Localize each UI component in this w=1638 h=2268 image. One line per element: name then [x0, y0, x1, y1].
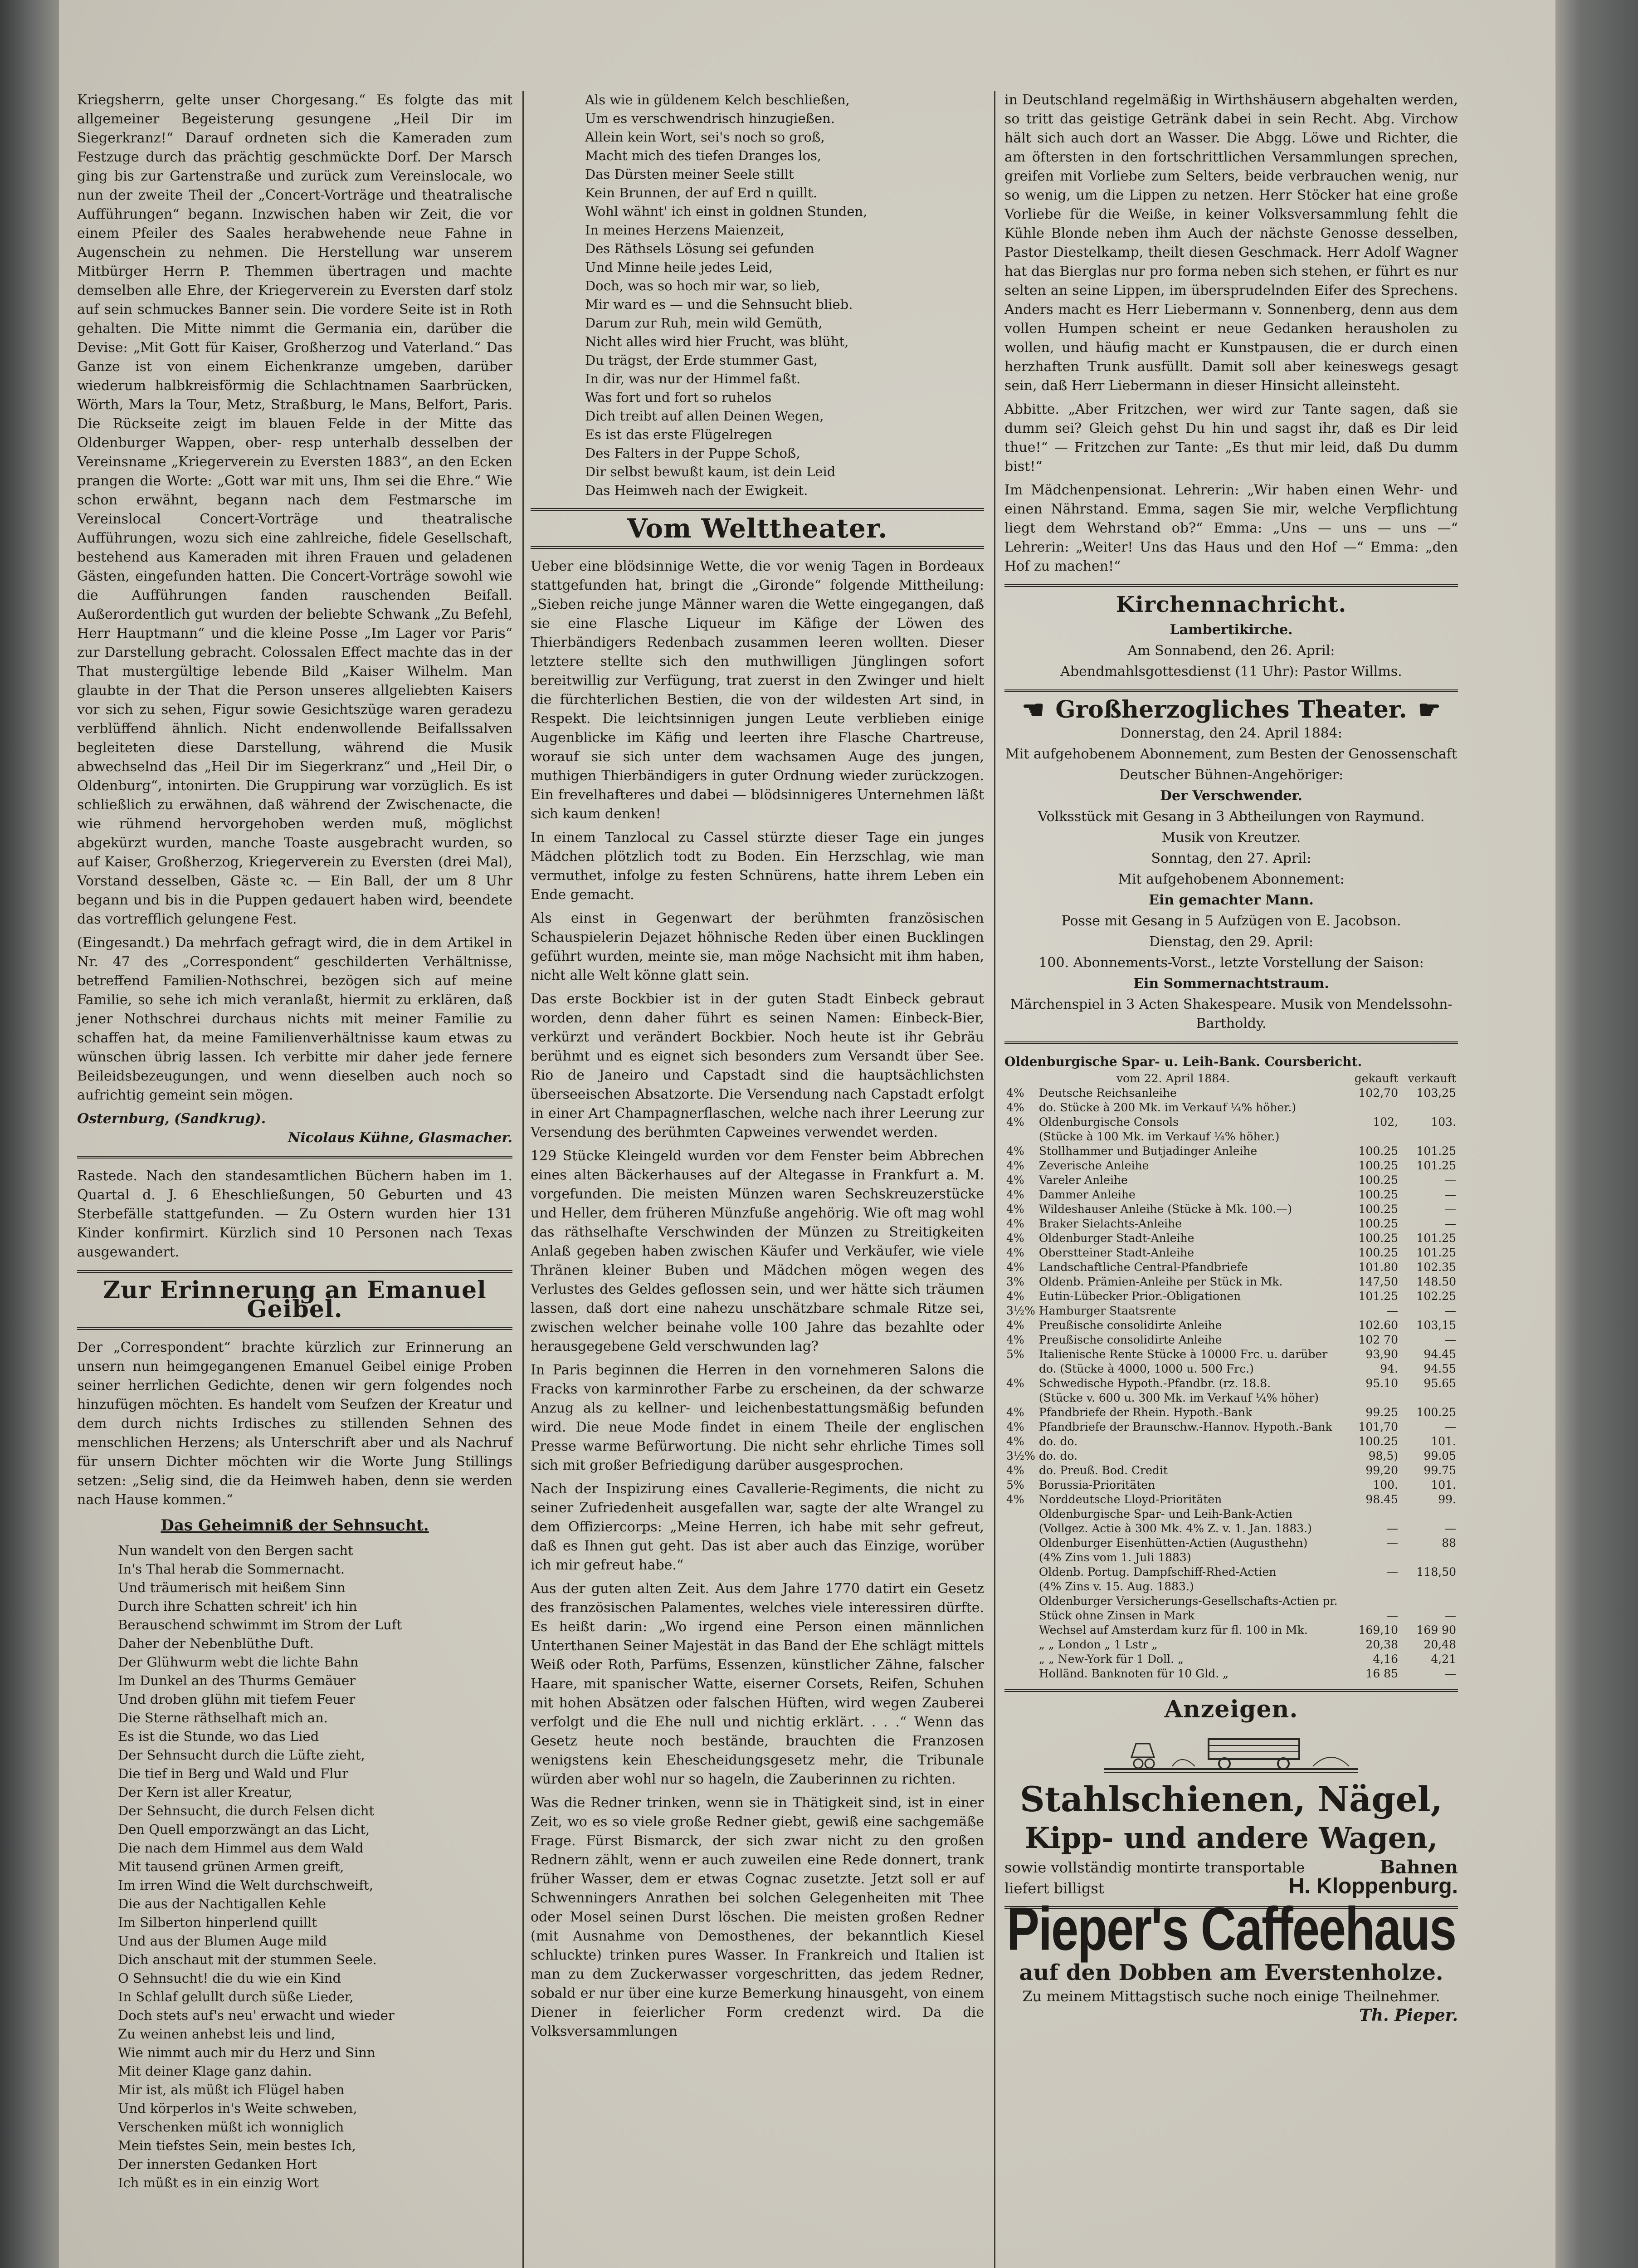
- kurs-rate: 5%: [1006, 1478, 1024, 1491]
- cafe-text: Zu meinem Mittagstisch suche noch einige Theilnehmer.: [1022, 1988, 1440, 2005]
- column-divider: [522, 91, 524, 2268]
- kurs-row: [1004, 1536, 1458, 1550]
- kurs-rate: 4%: [1006, 1086, 1024, 1100]
- kurs-gekauft: 100.25: [1358, 1144, 1398, 1158]
- theater-lines-line: Ein Sommernachtstraum.: [1133, 976, 1329, 992]
- kurs-gekauft: —: [1387, 1609, 1398, 1622]
- kurs-name: Braker Sielachts-Anleihe: [1038, 1217, 1182, 1230]
- theater-lines-line: Posse mit Gesang in 5 Aufzügen von E. Jacobson.: [1061, 913, 1401, 929]
- poem-part-1: Nun wandelt von den Bergen sacht In's Thal herab die Sommernacht. Und träumerisch mit heißem Sinn Durch ihre Schatten schreit' ich hin Berauschend schwimmt im Strom der Luft Daher der Nebenblüthe Duft. Der Glühwurm webt die lichte Bahn Im Dunkel an des Thurms Gemäuer Und droben glühn mit tiefem Feuer Die Sterne räthselhaft mich an. Es ist die Stunde, wo das Lied Der Sehnsucht durch die Lüfte zieht, Die tief in Berg und Wald und Flur Der Kern ist aller Kreatur, Der Sehnsucht, die durch Felsen dicht Den Quell emporzwängt an das Licht, Die nach dem Himmel aus dem Wald Mit tausend grünen Armen greift, Im irren Wind die Welt durchschweift, Die aus der Nachtigallen Kehle Im Silberton hinperlend quillt Und aus der Blumen Auge mild Dich anschaut mit der stummen Seele. O Sehnsucht! die du wie ein Kind In Schlaf gelullt durch süße Lieder, Doch stets auf's neu' erwacht und wieder Zu weinen anhebst leis und lind, Wie nimmt auch mir du Herz und Sinn Mit deiner Klage ganz dahin. Mir ist, als müßt ich Flügel haben Und körperlos in's Weite schweben, Verschenken müßt ich wonniglich Mein tiefstes Sein, mein bestes Ich, Der innersten Gedanken Hort Ich müßt es in ein einzig Wort: [118, 1543, 402, 2190]
- kurs-name: Zeverische Anleihe: [1038, 1159, 1149, 1172]
- kurs-row: [1004, 1318, 1458, 1333]
- kurs-verkauft: 94.45: [1424, 1348, 1456, 1361]
- theater-lines-line: 100. Abonnements-Vorst., letzte Vorstellung der Saison:: [1038, 955, 1424, 971]
- kurs-row: [1004, 1434, 1458, 1449]
- kurs-row: [1004, 1449, 1458, 1463]
- ad-stahlschienen: Stahlschienen, Nägel,: [1019, 1779, 1443, 1819]
- kurs-gekauft: 99,20: [1365, 1464, 1398, 1477]
- kurs-body: [1004, 1086, 1458, 1681]
- theater-lines: [1004, 724, 1458, 1033]
- railway-wagon-icon: [1104, 1725, 1358, 1775]
- kurs-verkauft: 102.25: [1416, 1290, 1456, 1303]
- kurs-row: [1004, 1275, 1458, 1289]
- cafe-location: auf den Dobben am Everstenholze.: [1019, 1960, 1443, 1985]
- kurs-row: [1004, 1463, 1458, 1478]
- kurs-verkauft: —: [1445, 1304, 1456, 1317]
- col1-paragraph: Kriegsherrn, gelte unser Chorgesang.“ Es folgte das mit allgemeiner Begeisterung gesungene „Heil Dir im Siegerkranz!“ Darauf ordneten sich die Kameraden zum Festzuge durch das prächtig geschmückte Dorf. Der Marsch ging bis zur Gartenstraße und zurück zum Vereinslocale, wo nun der zweite Theil der „Concert-Vorträge und theatralische Aufführungen“ begann. Inzwischen haben wir Zeit, die vor einem Pfeiler des Saales herabwehende neue Fahne in Augenschein zu nehmen. Die Herstellung war unserem Mitbürger Herrn P. Themmen übertragen und machte demselben alle Ehre, der Kriegerverein zu Eversten darf stolz auf sein schmuckes Banner sein. Die vordere Seite ist in Roth gehalten. Die Mitte nimmt die Germania ein, darüber die Devise: „Mit Gott für Kaiser, Großherzog und Vaterland.“ Das Ganze ist von einem Eichenkranze umgeben, darüber wiederum halbkreisförmig die Schlachtnamen Saarbrücken, Wörth, Mars la Tour, Metz, Straßburg, le Mans, Belfort, Paris. Die Rückseite zeigt im blauen Felde in der Mitte das Oldenburger Wappen, ober- resp unterhalb desselben der Vereinsname „Kriegerverein zu Eversten 1883“, an den Ecken prangen die Worte: „Gott war mit uns, Ihm sei die Ehre.“ Wie schon erwähnt, begann nach dem Festmarsche im Vereinslocal Concert-Vorträge und theatralische Aufführungen, wozu sich eine zahlreiche, fidele Gesellschaft, bestehend aus Kameraden mit ihren Frauen und geladenen Gästen, eingefunden hatten. Die Concert-Vorträge sowohl wie die Aufführungen fanden rauschenden Beifall. Außerordentlich gut wurden der beliebte Schwank „Zu Befehl, Herr Hauptmann“ und die kleine Posse „Im Lager vor Paris“ zur Darstellung gebracht. Colossalen Effect machte das in der That mustergültige lebende Bild „Kaiser Wilhelm. Man glaubte in der That die Person unseres allgeliebten Kaisers vor sich zu sehen, Figur sowie Gesichtszüge waren geradezu verblüffend ähnlich. Nicht endenwollende Beifallssalven begleiteten diese Darstellung, während die Musik abwechselnd das „Heil Dir im Siegerkranz“ und „Heil Dir, o Oldenburg“, intonirten. Die Gruppirung war vorzüglich. Es ist schließlich zu erwähnen, daß während der Zwischenacte, die wie rühmend hervorgehoben werden muß, möglichst abgekürzt wurden, manche Toaste ausgebracht wurden, so auf Kaiser, Großherzog, Kriegerverein zu Eversten (drei Mal), Vorstand desselben, Gäste ꝛc. — Ein Ball, der um 8 Uhr begann und bis in die Puppen gedauert haben wird, beendete das vortrefflich gelungene Fest.: [77, 92, 512, 927]
- col3-paragraph: in Deutschland regelmäßig in Wirthshäusern abgehalten werden, so tritt das geistige Getränk dabei in sein Recht. Abg. Virchow hält sich auch dort an Wasser. Die Abgg. Löwe und Richter, die am öftersten in den fortschrittlichen Versammlungen sprechen, greifen mit Vorliebe zum Selters, beide verbrauchen wenig, nur so wenig, um die Lippen zu netzen. Herr Stöcker hat eine große Vorliebe für die Weiße, in keiner Volksversammlung fehlt die Kühle Blonde neben ihm Auch der nächste Genosse desselben, Pastor Diestelkamp, theilt diesen Geschmack. Herr Adolf Wagner hat das Bierglas nur pro forma neben sich stehen, er führt es nur selten an seine Lippen, im übersprudelnden Eifer des Sprechens. Anders macht es Herr Liebermann v. Sonnenberg, denn aus dem vollen Humpen scheint er neue Gedanken herausholen zu wollen, und häufig macht er Kunstpausen, die er durch einen herzhaften Trunk ausfüllt. Damit soll aber keineswegs gesagt sein, daß Herr Liebermann in dieser Hinsicht alleinsteht.: [1004, 92, 1458, 394]
- kurs-gekauft: 100.25: [1358, 1202, 1398, 1216]
- kurs-rate: 4%: [1006, 1464, 1024, 1477]
- kurs-rate: 4%: [1006, 1246, 1024, 1259]
- column-1: [77, 91, 512, 2192]
- kurs-name: Eutin-Lübecker Prior.-Obligationen: [1038, 1290, 1241, 1303]
- divider: [1004, 1689, 1458, 1692]
- kurs-rate: 3½%: [1006, 1304, 1035, 1317]
- kirchen-lines-line: Am Sonnabend, den 26. April:: [1127, 643, 1335, 659]
- kurs-verkauft: [1400, 1100, 1458, 1115]
- col2-paragraph: Als einst in Gegenwart der berühmten französischen Schauspielerin Dejazet höhnische Reden über einen Bucklingen geführt wurden, meinte sie, man möge Nachsicht mit ihm haben, nicht alle Welt könne glatt sein.: [531, 910, 984, 983]
- kurs-name: do. Preuß. Bod. Credit: [1038, 1464, 1168, 1477]
- kurs-row: [1004, 1173, 1458, 1188]
- kurs-name: Preußische consolidirte Anleihe: [1038, 1333, 1222, 1346]
- kurs-name: (4% Zins v. 15. Aug. 1883.): [1038, 1580, 1194, 1593]
- poem-title: Das Geheimniß der Sehnsucht.: [161, 1516, 429, 1535]
- ad-line3-text: sowie vollständig montirte transportable: [1004, 1859, 1305, 1876]
- kurs-rate: 4%: [1006, 1115, 1024, 1129]
- signature-name: Nicolaus Kühne, Glasmacher.: [288, 1130, 512, 1146]
- col2-paragraph: 129 Stücke Kleingeld wurden vor dem Fenster beim Abbrechen eines alten Bäckerhauses auf der Altegasse in Frankfurt a. M. vorgefunden. Die meisten Münzen waren Sechskreuzerstücke und Heller, dem früheren Münzfuße angehörig. Wie oft mag wohl das räthselhafte Verschwinden der Münzen zu Streitigkeiten Anlaß gegeben haben zwischen Käufer und Verkäufer, wie viele Thränen kleiner Buben und Mädchen mögen wegen des Verlustes des Geldes geflossen sein, und wer hätte sich träumen lassen, daß dort eine nahezu unschätzbare schmale Ritze sei, zwischen welcher beinahe volle 100 Jahre das bezahlte oder herausgegebene Geld verschwunden lag?: [531, 1148, 984, 1354]
- kurs-gekauft: 100.25: [1358, 1232, 1398, 1245]
- kurs-rate: 3½%: [1006, 1449, 1035, 1462]
- kurs-verkauft: —: [1445, 1188, 1456, 1201]
- kurs-verkauft: [1400, 1579, 1458, 1594]
- kurs-name: do. do.: [1038, 1449, 1077, 1462]
- theater-heading: [1004, 695, 1458, 725]
- kurs-verkauft: 94.55: [1424, 1362, 1456, 1375]
- kurs-verkauft: 103,15: [1416, 1319, 1456, 1332]
- theater-lines-line: Dienstag, den 29. April:: [1149, 934, 1313, 950]
- kurs-name: Deutsche Reichsanleihe: [1038, 1086, 1177, 1100]
- geibel-heading: Zur Erinnerung an Emanuel Geibel.: [103, 1276, 487, 1323]
- theater-lines-line: Volksstück mit Gesang in 3 Abtheilungen von Raymund.: [1038, 809, 1425, 825]
- kurs-gekauft: 100.: [1373, 1478, 1398, 1491]
- kurs-row: [1004, 1550, 1458, 1565]
- kurs-verkauft: —: [1445, 1217, 1456, 1230]
- kurs-name: Oldenburgische Consols: [1038, 1115, 1179, 1129]
- kurs-rate: [1004, 1667, 1037, 1681]
- kurs-col-verkauft: verkauft: [1408, 1072, 1456, 1085]
- kurs-title: Oldenburgische Spar- u. Leih-Bank. Coursbericht.: [1004, 1054, 1362, 1069]
- kurs-rate: 4%: [1006, 1493, 1024, 1506]
- kurs-row: [1004, 1507, 1458, 1521]
- col3-paragraph: Abbitte. „Aber Fritzchen, wer wird zur Tante sagen, daß sie dumm sei? Gleich gehst Du hin und sagst ihr, daß es Dir leid thue!“ — Fritzchen zur Tante: „Es thut mir leid, daß Du dumm bist!“: [1004, 401, 1458, 474]
- kurs-row: [1004, 1115, 1458, 1129]
- kurs-gekauft: [1342, 1579, 1400, 1594]
- kurs-verkauft: 101.25: [1416, 1246, 1456, 1259]
- kurs-verkauft: 20,48: [1424, 1638, 1456, 1651]
- kurs-row: [1004, 1231, 1458, 1246]
- kurs-verkauft: —: [1445, 1173, 1456, 1187]
- kurs-verkauft: 88: [1442, 1536, 1456, 1549]
- kurs-verkauft: 100.25: [1416, 1406, 1456, 1419]
- kurs-verkauft: 99.75: [1424, 1464, 1456, 1477]
- kurs-date: vom 22. April 1884.: [1116, 1072, 1230, 1085]
- ad-wagen: Kipp- und andere Wagen,: [1024, 1821, 1438, 1855]
- rastede-notice: Rastede. Nach den standesamtlichen Büchern haben im 1. Quartal d. J. 6 Eheschließungen, 50 Geburten und 43 Sterbefälle stattgefunden. — Zu Ostern wurden hier 131 Kinder konfirmirt. Kürzlich sind 10 Personen nach Texas ausgewandert.: [77, 1168, 512, 1260]
- welttheater-heading: Vom Welttheater.: [627, 513, 888, 544]
- kurs-rate: [1004, 1391, 1037, 1405]
- ad-kloppenburg: H. Kloppenburg.: [1288, 1874, 1458, 1898]
- kurs-name: „ „ London „ 1 Lstr „: [1038, 1638, 1158, 1651]
- kurs-gekauft: —: [1387, 1536, 1398, 1549]
- kurs-row: [1004, 1333, 1458, 1347]
- kurs-gekauft: [1342, 1594, 1400, 1608]
- col2-paragraph: Nach der Inspizirung eines Cavallerie-Regiments, die nicht zu seiner Zufriedenheit ausgefallen war, sagte der alte Wrangel zu dem Offiziercorps: „Meine Herren, ich habe mit sehr gefreut, daß es Ihnen gut geht. Das ist aber auch das Einzige, worüber ich mir gefreut habe.“: [531, 1481, 984, 1573]
- kurs-verkauft: —: [1445, 1522, 1456, 1535]
- kurs-verkauft: 95.65: [1424, 1377, 1456, 1390]
- col1-paragraph: (Eingesandt.) Da mehrfach gefragt wird, die in dem Artikel in Nr. 47 des „Correspondent“ geschilderten Verhältnisse, betreffend Familien-Nothschrei, bezögen sich auf meine Familie, so sehe ich mich veranlaßt, hiermit zu erklären, daß jener Nothschrei durchaus nichts mit meiner Familie zu schaffen hat, da meine Familienverhältnisse kaum etwas zu wünschen übrig lassen. Ich verbitte mir daher jede fernere Beileidsbezeugungen, und wenn dieselben auch noch so aufrichtig gemeint sein mögen.: [77, 935, 512, 1103]
- kurs-name: Wechsel auf Amsterdam kurz für fl. 100 in Mk.: [1038, 1623, 1308, 1637]
- kurs-rate: 4%: [1006, 1406, 1024, 1419]
- kurs-gekauft: 101,70: [1358, 1420, 1398, 1433]
- kurs-verkauft: 102.35: [1416, 1261, 1456, 1274]
- kurs-gekauft: 147,50: [1358, 1275, 1398, 1288]
- kurs-rate: 4%: [1006, 1261, 1024, 1274]
- kurs-row: [1004, 1304, 1458, 1318]
- theater-lines-line: Mit aufgehobenem Abonnement:: [1118, 871, 1345, 887]
- kurs-rate: [1004, 1521, 1037, 1536]
- kurs-row: [1004, 1129, 1458, 1144]
- kurs-name: Oldenburgische Spar- und Leih-Bank-Actien: [1038, 1507, 1293, 1520]
- kurs-row: [1004, 1492, 1458, 1507]
- col3-paragraph: Im Mädchenpensionat. Lehrerin: „Wir haben einen Wehr- und einen Nährstand. Emma, sagen Sie mir, welche Verpflichtung liegt dem Wehrstand ob?“ Emma: „Uns — uns — uns —“ Lehrerin: „Weiter! Uns das Haus und den Hof —“ Emma: „den Hof zu machen!“: [1004, 482, 1458, 574]
- kurs-gekauft: 100.25: [1358, 1435, 1398, 1448]
- kurs-name: do. do.: [1038, 1435, 1077, 1448]
- kurs-rate: 4%: [1006, 1188, 1024, 1201]
- ad-line3-bold: Bahnen: [1380, 1857, 1458, 1878]
- kurs-gekauft: [1342, 1550, 1400, 1565]
- kurs-verkauft: —: [1445, 1333, 1456, 1346]
- kurs-row: [1004, 1391, 1458, 1405]
- kurs-rate: 4%: [1006, 1232, 1024, 1245]
- kurs-gekauft: —: [1387, 1522, 1398, 1535]
- kurs-row: [1004, 1521, 1458, 1536]
- kurs-gekauft: 169,10: [1358, 1623, 1398, 1637]
- kurs-row: [1004, 1405, 1458, 1420]
- kurs-rate: [1004, 1579, 1037, 1594]
- kurs-gekauft: 4,16: [1373, 1652, 1398, 1666]
- kurs-row: [1004, 1289, 1458, 1304]
- kurs-name: Oldenb. Portug. Dampfschiff-Rhed-Actien: [1038, 1565, 1277, 1579]
- kurs-rate: [1004, 1623, 1037, 1637]
- kurs-rate: 4%: [1006, 1435, 1024, 1448]
- kirchen-lines-line: Abendmahlsgottesdienst (11 Uhr): Pastor Willms.: [1060, 664, 1402, 679]
- kurs-gekauft: 100.25: [1358, 1188, 1398, 1201]
- kurs-verkauft: [1400, 1129, 1458, 1144]
- kurs-row: [1004, 1246, 1458, 1260]
- kurs-name: Pfandbriefe der Rhein. Hypoth.-Bank: [1038, 1406, 1253, 1419]
- kurs-name: Schwedische Hypoth.-Pfandbr. (rz. 18.8.: [1038, 1377, 1271, 1390]
- kurs-rate: 4%: [1006, 1159, 1024, 1172]
- kurs-name: Oldenburger Versicherungs-Gesellschafts-Actien pr.: [1038, 1594, 1338, 1608]
- kurs-gekauft: 102,: [1373, 1115, 1398, 1129]
- kurs-name: (Vollgez. Actie à 300 Mk. 4% Z. v. 1. Jan. 1883.): [1038, 1522, 1312, 1535]
- kurs-row: [1004, 1158, 1458, 1173]
- kurs-row: [1004, 1478, 1458, 1492]
- kurs-name: Hamburger Staatsrente: [1038, 1304, 1176, 1317]
- kurs-rate: [1004, 1362, 1037, 1376]
- kurs-rate: 3%: [1006, 1275, 1024, 1288]
- kurs-gekauft: —: [1387, 1565, 1398, 1579]
- kurs-rate: 4%: [1006, 1290, 1024, 1303]
- column-2: [531, 91, 984, 2046]
- kurs-row: [1004, 1188, 1458, 1202]
- kurs-gekauft: —: [1387, 1304, 1398, 1317]
- kurs-col-gekauft: gekauft: [1354, 1072, 1398, 1085]
- kurs-gekauft: 102 70: [1358, 1333, 1398, 1346]
- kurs-name: Italienische Rente Stücke à 10000 Frc. u. darüber: [1038, 1348, 1328, 1361]
- kurs-verkauft: 99.05: [1424, 1449, 1456, 1462]
- column-3: [1004, 91, 1458, 2025]
- col2-paragraph: In Paris beginnen die Herren in den vornehmeren Salons die Fracks von karminrother Farbe zu erscheinen, da der schwarze Anzug als zu kellner- und leichenbestattungsmäßig befunden wird. Die neue Mode findet in einem Theile der englischen Presse warme Befürwortung. Die nicht sehr ehrliche Times soll sich mit großer Befriedigung darüber ausgesprochen.: [531, 1362, 984, 1473]
- kurs-table: [1004, 1071, 1458, 1681]
- kurs-row: [1004, 1144, 1458, 1158]
- kurs-row: [1004, 1376, 1458, 1391]
- kurs-name: Norddeutsche Lloyd-Prioritäten: [1038, 1493, 1222, 1506]
- theater-lines-line: Märchenspiel in 3 Acten Shakespeare. Musik von Mendelssohn-Bartholdy.: [1010, 997, 1453, 1031]
- col3-paragraphs: [1004, 91, 1458, 576]
- kurs-verkauft: 4,21: [1431, 1652, 1456, 1666]
- kurs-verkauft: —: [1445, 1667, 1456, 1680]
- geibel-intro: Der „Correspondent“ brachte kürzlich zur Erinnerung an unsern nun heimgegangenen Emanuel Geibel einige Proben seiner herrlichen Gedichte, denen wir gern folgendes noch hinzufügen möchten. Es handelt vom Seufzen der Kreatur und dem durch nichts Irdisches zu stillenden Sehnen des menschlichen Herzens; als Unterschrift aber und als Nachruf für unsern Dichter möchten wir die Worte Jung Stillings setzen: „Selig sind, die da Heimweh haben, denn sie werden nach Hause kommen.“: [77, 1339, 512, 1508]
- theater-lines-line: Sonntag, den 27. April:: [1151, 850, 1311, 866]
- kurs-verkauft: 169 90: [1416, 1623, 1456, 1637]
- page-edge-shadow: [1555, 0, 1638, 2268]
- kirchen-lines: [1004, 621, 1458, 681]
- kurs-verkauft: [1400, 1391, 1458, 1405]
- kurs-gekauft: 100.25: [1358, 1159, 1398, 1172]
- kurs-row: [1004, 1579, 1458, 1594]
- kurs-verkauft: [1400, 1550, 1458, 1565]
- col2-paragraph: In einem Tanzlocal zu Cassel stürzte dieser Tage ein junges Mädchen plötzlich todt zu Boden. Ein Herzschlag, wie man vermuthet, infolge zu festen Schnürens, hatte ihrem Leben ein Ende gemacht.: [531, 830, 984, 903]
- kurs-rate: [1004, 1129, 1037, 1144]
- col2-paragraph: Aus der guten alten Zeit. Aus dem Jahre 1770 datirt ein Gesetz des französischen Palamentes, welches viele interessiren dürfte. Es heißt darin: „Wo irgend eine Person einen männlichen Unterthanen Seiner Majestät in das Band der Ehe schlägt mittels Weiß oder Roth, Parfüms, Essenzen, künstlicher Zähne, falscher Haare, mit spanischer Watte, eiserner Corsets, Reifen, Schuhen mit hohen Absätzen oder falschen Hüften, wird wegen Zauberei verfolgt und die Ehe null und nichtig erklärt. . . .“ Wenn das Gesetz heute noch bestände, brauchten die Franzosen wenigstens kein Ehescheidungsgesetz mehr, die Tribunale würden aber wohl nur so hageln, die Zauberinnen zu richten.: [531, 1581, 984, 1787]
- theater-lines-line: Donnerstag, den 24. April 1884:: [1120, 725, 1342, 741]
- kurs-row: [1004, 1086, 1458, 1100]
- kurs-name: Stück ohne Zinsen in Mark: [1038, 1609, 1195, 1622]
- cafe-signature: Th. Pieper.: [1359, 2006, 1458, 2025]
- kurs-gekauft: 100.25: [1358, 1173, 1398, 1187]
- kurs-name: do. (Stücke à 4000, 1000 u. 500 Frc.): [1038, 1362, 1254, 1375]
- theater-lines-line: Deutscher Bühnen-Angehöriger:: [1119, 767, 1344, 783]
- kurs-row: [1004, 1667, 1458, 1681]
- divider: [77, 1270, 512, 1273]
- kurs-verkauft: [1400, 1507, 1458, 1521]
- kurs-row: [1004, 1420, 1458, 1434]
- divider: [77, 1327, 512, 1330]
- divider: [531, 508, 984, 511]
- kurs-name: „ „ New-York für 1 Doll. „: [1038, 1652, 1184, 1666]
- kurs-row: [1004, 1347, 1458, 1362]
- col1-paragraphs: [77, 91, 512, 1105]
- kurs-name: Dammer Anleihe: [1038, 1188, 1136, 1201]
- kurs-rate: [1004, 1550, 1037, 1565]
- kurs-name: (Stücke v. 600 u. 300 Mk. im Verkauf ¼% höher): [1038, 1391, 1319, 1404]
- kurs-row: [1004, 1565, 1458, 1579]
- kurs-name: (4% Zins vom 1. Juli 1883): [1038, 1551, 1191, 1564]
- divider: [1004, 584, 1458, 587]
- kurs-rate: [1004, 1507, 1037, 1521]
- kurs-gekauft: 100.25: [1358, 1217, 1398, 1230]
- kurs-rate: [1004, 1608, 1037, 1623]
- signature-place: Osternburg, (Sandkrug).: [77, 1111, 266, 1127]
- kurs-rate: 4%: [1006, 1173, 1024, 1187]
- kurs-verkauft: 101.25: [1416, 1232, 1456, 1245]
- kurs-row: [1004, 1100, 1458, 1115]
- kurs-row: [1004, 1202, 1458, 1217]
- theater-lines-line: Ein gemachter Mann.: [1149, 892, 1314, 908]
- ad-line4-text: liefert billigst: [1004, 1880, 1104, 1897]
- pointing-hand-right-icon: ☛: [1418, 695, 1441, 725]
- kurs-rate: 4%: [1006, 1101, 1024, 1114]
- kurs-verkauft: 101.25: [1416, 1144, 1456, 1158]
- page-binding: [0, 0, 59, 2268]
- kurs-name: do. Stücke à 200 Mk. im Verkauf ¼% höher.): [1038, 1101, 1297, 1114]
- pointing-hand-left-icon: ☚: [1022, 695, 1045, 725]
- kurs-verkauft: 118,50: [1416, 1565, 1456, 1579]
- kurs-row: [1004, 1217, 1458, 1231]
- kurs-name: (Stücke à 100 Mk. im Verkauf ¼% höher.): [1038, 1130, 1280, 1143]
- kurs-gekauft: 98.45: [1365, 1493, 1398, 1506]
- kurs-verkauft: [1400, 1594, 1458, 1608]
- kurs-rate: 4%: [1006, 1202, 1024, 1216]
- divider: [1004, 1041, 1458, 1044]
- kurs-rate: 4%: [1006, 1333, 1024, 1346]
- kurs-gekauft: 102,70: [1358, 1086, 1398, 1100]
- kurs-verkauft: 148.50: [1416, 1275, 1456, 1288]
- kurs-name: Oberstteiner Stadt-Anleihe: [1038, 1246, 1194, 1259]
- kurs-row: [1004, 1260, 1458, 1275]
- col2-paragraph: Was die Redner trinken, wenn sie in Thätigkeit sind, ist in einer Zeit, wo es so viele große Redner giebt, gewiß eine sachgemäße Frage. Fürst Bismarck, der sich zwar nicht zu den großen Rednern zählt, wenn er auch zuweilen eine Rede donnert, trank früher Wasser, dem er etwas Cognac zusetzte. Jetzt soll er auf Schwenningers Anrathen bei solchen Gelegenheiten mit Thee oder Mosel seinen Durst löschen. Die meisten großen Redner (mit Ausnahme von Demosthenes, der bekanntlich Kiesel schluckte) trinken pures Wasser. In Frankreich und Italien ist man zu dem Zuckerwasser vorgeschritten, das jedem Redner, sobald er nur über eine kurze Bemerkung hinausgeht, von einem Diener in feierlicher Form credenzt wird. Da die Volksversammlungen: [531, 1795, 984, 2039]
- kurs-row: [1004, 1623, 1458, 1637]
- kurs-name: Wildeshauser Anleihe (Stücke à Mk. 100.—): [1038, 1202, 1292, 1216]
- kurs-name: Vareler Anleihe: [1038, 1173, 1128, 1187]
- kurs-gekauft: 93,90: [1365, 1348, 1398, 1361]
- kurs-gekauft: 101.80: [1358, 1261, 1398, 1274]
- theater-lines-line: Der Verschwender.: [1160, 788, 1303, 804]
- kurs-verkauft: 101.: [1431, 1478, 1456, 1491]
- kurs-rate: 4%: [1006, 1377, 1024, 1390]
- kurs-gekauft: 100.25: [1358, 1246, 1398, 1259]
- kurs-gekauft: 98,5): [1368, 1449, 1398, 1462]
- kurs-verkauft: —: [1445, 1420, 1456, 1433]
- kurs-rate: [1004, 1536, 1037, 1550]
- kurs-gekauft: 20,38: [1365, 1638, 1398, 1651]
- col2-paragraphs: [531, 557, 984, 2041]
- kurs-name: Landschaftliche Central-Pfandbriefe: [1038, 1261, 1248, 1274]
- col2-paragraph: Ueber eine blödsinnige Wette, die vor wenig Tagen in Bordeaux stattgefunden hat, bringt die „Gironde“ folgende Mittheilung: „Sieben reiche junge Männer waren die Wette eingegangen, daß sie eine Flasche Liqueur im Käfige der Löwen des Thierbändigers Redenbach zusammen leeren wollten. Dieser letztere stellte sich den muthwilligen Jünglingen sofort bereitwillig zur Verfügung, trat zuerst in den Zwinger und hielt die fürchterlichen Bestien, die von der wildesten Art sind, in Respekt. Die leichtsinnigen jungen Leute verblieben einige Augenblicke im Käfig und leerten ihre Flasche Chartreuse, worauf sie sich unter dem wachsamen Auge des jungen, muthigen Thierbändigers in guter Ordnung wieder zurückzogen. Ein frevelhafteres und dabei — blödsinnigeres Unternehmen läßt sich kaum denken!: [531, 558, 984, 822]
- kurs-gekauft: [1342, 1507, 1400, 1521]
- kurs-verkauft: —: [1445, 1202, 1456, 1216]
- divider: [531, 546, 984, 549]
- kurs-verkauft: —: [1445, 1609, 1456, 1622]
- kurs-name: Borussia-Prioritäten: [1038, 1478, 1155, 1491]
- kirchen-lines-line: Lambertikirche.: [1170, 622, 1293, 638]
- kurs-name: Preußische consolidirte Anleihe: [1038, 1319, 1222, 1332]
- col2-paragraph: Das erste Bockbier ist in der guten Stadt Einbeck gebraut worden, denn daher führt es seinen Namen: Einbeck-Bier, verkürzt und verändert Bockbier. Noch heute ist ihr Gebräu berühmt und es eignet sich besonders zum Versandt über See. Rio de Janeiro und Capstadt sind die hauptsächlichsten überseeischen Absatzorte. Die Versendung nach Capstadt erfolgt in einer Art Champagnerflaschen, welche nach ihrer Leerung zur Versendung des berühmten Capweines verwendet werden.: [531, 991, 984, 1140]
- kurs-gekauft: [1342, 1391, 1400, 1405]
- kurs-gekauft: 99.25: [1365, 1406, 1398, 1419]
- poem-part-2: Als wie in güldenem Kelch beschließen, Um es verschwendrisch hinzugießen. Allein kein Wort, sei's noch so groß, Macht mich des tiefen Dranges los, Das Dürsten meiner Seele stillt Kein Brunnen, der auf Erd n quillt. Wohl wähnt' ich einst in goldnen Stunden, In meines Herzens Maienzeit, Des Räthsels Lösung sei gefunden Und Minne heile jedes Leid, Doch, was so hoch mir war, so lieb, Mir ward es — und die Sehnsucht blieb. Darum zur Ruh, mein wild Gemüth, Nicht alles wird hier Frucht, was blüht, Du trägst, der Erde stummer Gast, In dir, was nur der Himmel faßt. Was fort und fort so ruhelos Dich treibt auf allen Deinen Wegen, Es ist das erste Flügelregen Des Falters in der Puppe Schoß, Dir selbst bewußt kaum, ist dein Leid Das Heimweh nach der Ewigkeit.: [585, 92, 868, 498]
- kurs-name: Holländ. Banknoten für 10 Gld. „: [1038, 1667, 1229, 1680]
- divider: [1004, 689, 1458, 692]
- kurs-rate: 4%: [1006, 1217, 1024, 1230]
- kurs-gekauft: 101.25: [1358, 1290, 1398, 1303]
- kirchen-heading: Kirchennachricht.: [1116, 592, 1347, 617]
- kurs-row: [1004, 1608, 1458, 1623]
- kurs-rate: [1004, 1652, 1037, 1667]
- kurs-gekauft: [1342, 1129, 1400, 1144]
- kurs-row: [1004, 1594, 1458, 1608]
- kurs-name: Oldenburger Stadt-Anleihe: [1038, 1232, 1194, 1245]
- kurs-rate: 4%: [1006, 1144, 1024, 1158]
- theater-lines-line: Musik von Kreutzer.: [1161, 830, 1301, 846]
- theater-lines-line: Mit aufgehobenem Abonnement, zum Besten der Genossenschaft: [1005, 746, 1457, 762]
- kurs-rate: [1004, 1637, 1037, 1652]
- cafe-name: Pieper's Caffeehaus: [1006, 1894, 1456, 1963]
- kurs-gekauft: 102.60: [1358, 1319, 1398, 1332]
- kurs-gekauft: 16 85: [1365, 1667, 1398, 1680]
- kurs-gekauft: [1342, 1100, 1400, 1115]
- kurs-gekauft: 94.: [1380, 1362, 1398, 1375]
- column-divider: [994, 91, 995, 2268]
- kurs-verkauft: 103,25: [1416, 1086, 1456, 1100]
- kurs-name: Oldenb. Prämien-Anleihe per Stück in Mk.: [1038, 1275, 1283, 1288]
- kurs-verkauft: 103.: [1431, 1115, 1456, 1129]
- theater-title: Großherzogliches Theater.: [1055, 696, 1407, 723]
- kurs-name: Oldenburger Eisenhütten-Actien (Augusthehn): [1038, 1536, 1308, 1549]
- kurs-row: [1004, 1362, 1458, 1376]
- kurs-rate: 4%: [1006, 1319, 1024, 1332]
- kurs-name: Stollhammer und Butjadinger Anleihe: [1038, 1144, 1258, 1158]
- divider: [77, 1156, 512, 1158]
- kurs-rate: [1004, 1594, 1037, 1608]
- kurs-rate: [1004, 1565, 1037, 1579]
- kurs-row: [1004, 1652, 1458, 1667]
- anzeigen-heading: Anzeigen.: [1164, 1696, 1298, 1723]
- kurs-verkauft: 101.25: [1416, 1159, 1456, 1172]
- kurs-gekauft: 95.10: [1365, 1377, 1398, 1390]
- kurs-rate: 5%: [1006, 1348, 1024, 1361]
- kurs-rate: 4%: [1006, 1420, 1024, 1433]
- kurs-row: [1004, 1637, 1458, 1652]
- kurs-name: Pfandbriefe der Braunschw.-Hannov. Hypoth.-Bank: [1038, 1420, 1332, 1433]
- kurs-verkauft: 99.: [1438, 1493, 1456, 1506]
- kurs-verkauft: 101.: [1431, 1435, 1456, 1448]
